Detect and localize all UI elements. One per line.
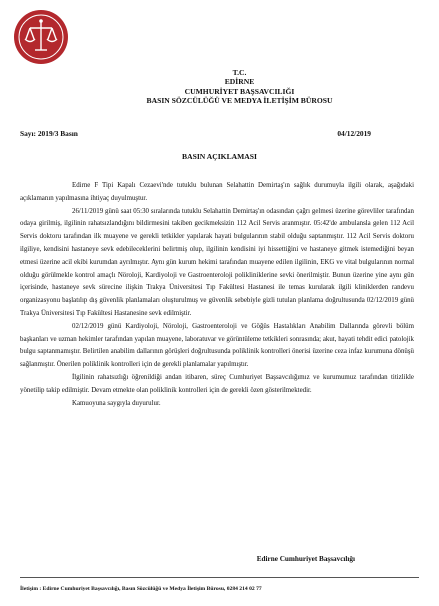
paragraph-intro: Edirne F Tipi Kapalı Cezaevi'nde tutuklu bulunan Selahattin Demirtaş'ın sağlık durumuyla ilgili olarak, aşağıdaki açıklamanın yapılmasına ihtiyaç duyulmuştur. (20, 182, 414, 202)
header-bureau: BASIN SÖZCÜLÜĞÜ VE MEDYA İLETİŞİM BÜROSU (146, 96, 333, 106)
header-tc: T.C. (232, 68, 247, 77)
header-office: CUMHURİYET BAŞSAVCILIĞI (184, 86, 295, 96)
contact-footer: İletişim : Edirne Cumhuriyet Başsavcılığı, Basın Sözcülüğü ve Medya İletişim Bürosu, 0284 214 02 77 (20, 586, 262, 592)
document-number: Sayı: 2019/3 Basın (20, 129, 78, 138)
document-meta (20, 129, 419, 138)
signature: Edirne Cumhuriyet Başsavcılığı (256, 555, 355, 563)
paragraph-examination: 02/12/2019 günü Kardiyoloji, Nöroloji, Gastroenteroloji ve Göğüs Hastalıkları Anabilim Dallarında görevli bölüm başkanları ve uzman hekimler tarafından yapılan muayene, laboratuvar ve görüntüleme tetkikleri sonrasında; akut, hayati tehdit edici patolojik bulgu saptanmamıştır. Belirtilen anabilim dallarının görüşleri doğrultusunda poliklinik kontrolleri önerisi üzerine ceza infaz kurumuna dönüşü sağlanmıştır. Önerilen poliklinik kontrolleri için de gerekli planlamalar yapılmıştır. (20, 322, 414, 369)
document-title: BASIN AÇIKLAMASI (182, 152, 257, 161)
document-body (20, 180, 414, 410)
document-header (60, 68, 419, 106)
scales-of-justice-icon (12, 8, 70, 66)
header-city: EDİRNE (224, 77, 255, 87)
document-date: 04/12/2019 (337, 129, 371, 138)
paragraph-incident: 26/11/2019 günü saat 05:30 sıralarında tutuklu Selahattin Demirtaş'ın odasından çağrı gelmesi üzerine görevliler tarafından odaya girilmiş, ilgilinin rahatsızlandığını bildirmesini takiben gecikmeksizin 112 Acil Servis aranmıştır. 05:42'de ambulansla gelen 112 Acil Servis doktoru tarafından ilk muayene ve gerekli tetkikler yapılarak hayati bulgularının stabil olduğu saptanmıştır. 112 Acil Servis doktoru ilgiliye, kendisini hastaneye sevk edebileceklerini belirtmiş olup, ilgilinin kendisini iyi hissettiğini ve hastaneye gitmek istemediğini beyan etmesi üzerine acil ekibi kurumdan ayrılmıştır. Aynı gün kurum hekimi tarafından muayene edilen ilgilinin, EKG ve vital bulgularının normal olduğu görülmekle kontrol amaçlı Nöroloji, Kardiyoloji ve Gastroenteroloji polikliniklerine sevki önerilmiştir. Bunun üzerine yine aynı gün içerisinde, hastaneye sevk sürecine ilişkin Trakya Üniversitesi Tıp Fakültesi Hastanesi ile temas kurularak ilgili kliniklerden randevu organizasyonu başlatılıp dış güvenlik planlamaları oluşturulmuş ve güvenlik sebebiyle gizli tutulan planlama doğrultusunda 02/12/2019 günü Trakya Üniversitesi Tıp Fakültesi Hastanesine sevk edilmiştir. (20, 207, 414, 317)
footer-divider (20, 577, 419, 578)
paragraph-followup: İlgilinin rahatsızlığı öğrenildiği andan itibaren, süreç Cumhuriyet Başsavcılığımız ve kurumumuz tarafından titizlikle yönetilip takip edilmiştir. Devam etmekte olan poliklinik kontrolleri için de gerekli özen gösterilmektedir. (20, 373, 414, 394)
paragraph-closing: Kamuoyuna saygıyla duyurulur. (72, 399, 161, 407)
ministry-seal-logo (12, 8, 70, 66)
